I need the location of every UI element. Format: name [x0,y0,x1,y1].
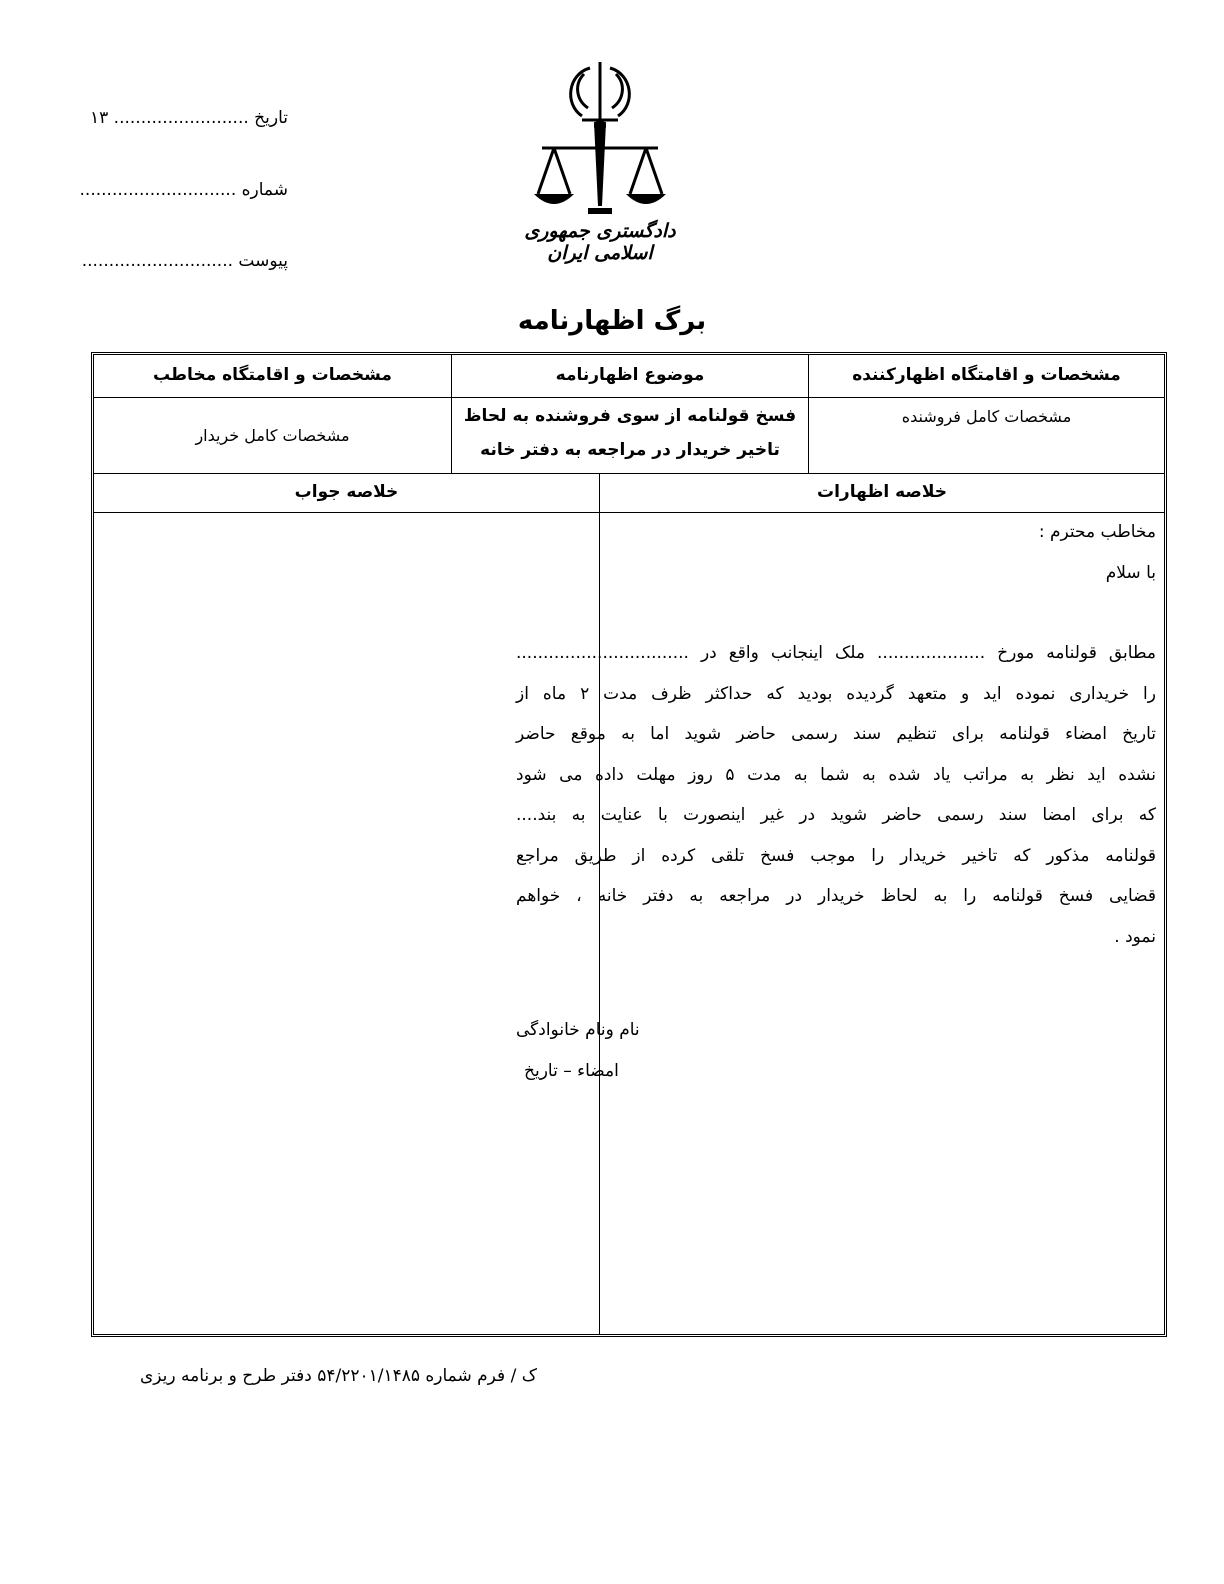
addressee-value: مشخصات کامل خریدار [195,426,350,445]
statements-body [516,512,1156,1091]
paragraph-line: قضایی فسخ قولنامه را به لحاظ خریدار در مراجعه به دفتر خانه ، خواهم [516,886,1156,906]
form-number-footer: ک / فرم شماره ۵۴/۲۲۰۱/۱۴۸۵ دفتر طرح و برنامه ریزی [140,1366,537,1386]
paragraph-line: که برای امضا سند رسمی حاضر شوید در غیر اینصورت با عنایت به بند.... [516,805,1156,825]
judiciary-caption: دادگستری جمهوری اسلامی ایران [524,220,676,264]
summary-response-header: خلاصه جواب [294,482,399,502]
summary-statements-header: خلاصه اظهارات [817,482,947,502]
column-addressee-header: مشخصات و اقامتگاه مخاطب [153,365,392,385]
name-label: نام ونام خانوادگی [516,1020,640,1040]
column-declarant-header: مشخصات و اقامتگاه اظهارکننده [852,365,1121,385]
signature-label: امضاء – تاریخ [524,1060,619,1081]
form-title: برگ اظهارنامه [517,306,707,336]
paragraph-line: را خریداری نموده اید و متعهد گردیده بودید که حداکثر ظرف مدت ۲ ماه از [516,683,1156,704]
paragraph-line: نمود . [1114,926,1156,947]
number-field: شماره ............................. [79,180,288,200]
greeting: با سلام [1105,562,1156,583]
date-field: تاریخ ......................... ۱۳ [90,108,288,128]
subject-value [452,399,808,467]
declarant-value: مشخصات کامل فروشنده [901,407,1072,426]
paragraph-line: نشده اید نظر به مراتب یاد شده به شما به مدت ۵ روز مهلت داده می شود [516,764,1156,785]
paragraph-line: قولنامه مذکور که تاخیر خریدار را موجب فسخ تلقی کرده از طریق مراجع [516,845,1156,866]
subject-line-1: فسخ قولنامه از سوی فروشنده به لحاظ [463,406,797,426]
subject-line-2: تاخیر خریدار در مراجعه به دفتر خانه [480,440,780,460]
column-subject-header: موضوع اظهارنامه [555,365,705,385]
paragraph-line: تاریخ امضاء قولنامه برای تنظیم سند رسمی حاضر شوید اما به موقع حاضر [516,724,1156,744]
salutation: مخاطب محترم : [1038,522,1156,542]
paragraph-line: مطابق قولنامه مورخ .................... ملک اینجانب واقع در ................................ [516,643,1156,663]
attachment-field: پیوست ............................ [81,251,288,271]
